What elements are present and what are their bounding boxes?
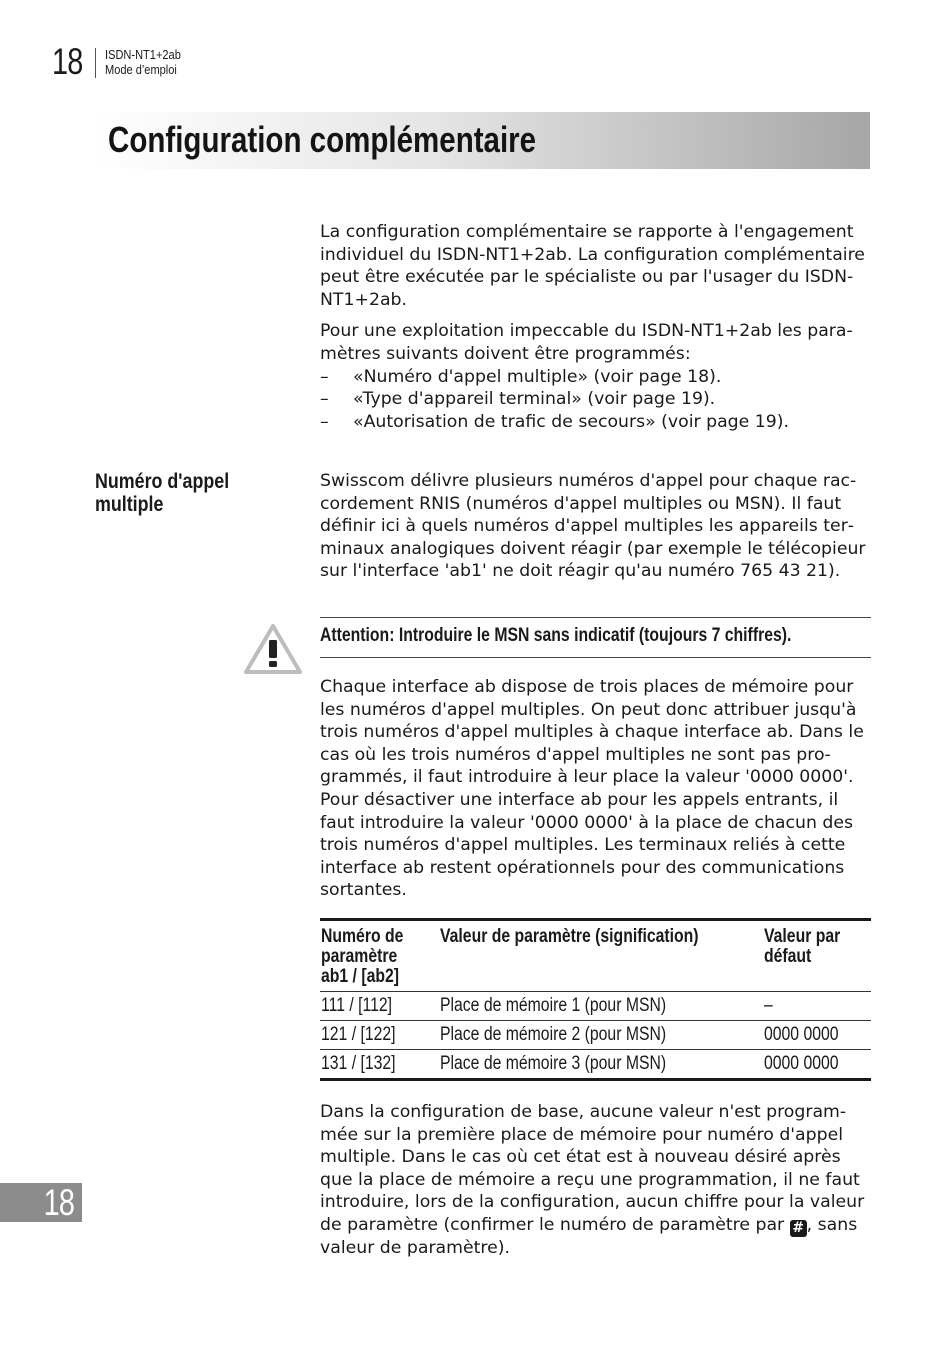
attention-top-rule <box>320 617 871 618</box>
table-cell: 0000 0000 <box>764 1053 839 1074</box>
table-cell: – <box>764 995 773 1016</box>
closing-text: Dans la configuration de base, aucune valeur n'est programmée sur la première place de mémoire pour numéro d'appel multiple. Dans le cas où cet état est à nouveau désiré après que la place de mémoire a reçu une programmation, il ne faut introduire, lors de la configuration, aucun chiffre pour la valeur de paramètre (confirmer le numéro de paramètre par <box>320 1102 865 1235</box>
parameter-table <box>320 918 871 1081</box>
page-number: 18 <box>52 41 83 82</box>
table-cell: 111 / [112] <box>321 995 393 1016</box>
table-header-cell: Valeur de paramètre (signification) <box>440 926 699 947</box>
table-cell: 0000 0000 <box>764 1024 839 1045</box>
table-bottom-rule <box>320 1078 871 1081</box>
closing-text-end: , sans valeur de paramètre). <box>320 1214 858 1258</box>
table-row <box>320 1021 871 1049</box>
interface-paragraph: Chaque interface ab dispose de trois places de mémoire pour les numéros d'appel multiples. On peut donc attribuer jusqu'à trois numéros d'appel multiples à chaque interface ab. Dans le cas où les trois numéros d'appel multiples ne sont pas programmés, il faut introduire à leur place la valeur '0000 0000'. Pour désactiver une interface ab pour les appels entrants, il faut introduire la valeur '0000 0000' à la place de chacun des trois numéros d'appel multiples. Les terminaux reliés à cette interface ab restent opérationnels pour des communications sortantes. <box>320 677 864 901</box>
msn-paragraph: Swisscom délivre plusieurs numéros d'appel pour chaque raccordement RNIS (numéros d'appel multiples ou MSN). Il faut définir ici à quels numéros d'appel multiples les appareils terminaux analogiques doivent réagir (par exemple le télécopieur sur l'interface 'ab1' ne doit réagir qu'au numéro 765 43 21). <box>320 471 866 582</box>
table-cell: 131 / [132] <box>321 1053 396 1074</box>
parameter-list <box>320 366 872 434</box>
table-header-cell: Valeur par défaut <box>764 926 841 967</box>
closing-paragraph <box>320 1101 872 1260</box>
table-row <box>320 992 871 1020</box>
running-header <box>105 47 181 77</box>
list-item: – «Numéro d'appel multiple» (voir page 18). <box>320 366 872 389</box>
intro-paragraph-1: La configuration complémentaire se rapporte à l'engagement individuel du ISDN-NT1+2ab. La configuration complémentaire peut être exécutée par le spécialiste ou par l'usager du ISDN-NT1+2ab. <box>320 222 865 310</box>
section-title-banner <box>95 112 870 169</box>
section-title: Configuration complémentaire <box>108 119 537 160</box>
attention-bottom-rule <box>320 657 871 658</box>
intro-block <box>320 221 872 433</box>
table-header-cell: Numéro de paramètre ab1 / [ab2] <box>321 926 404 987</box>
list-item: – «Autorisation de trafic de secours» (voir page 19). <box>320 411 872 434</box>
intro-paragraph-2: Pour une exploitation impeccable du ISDN-NT1+2ab les paramètres suivants doivent être programmés: <box>320 321 853 364</box>
table-cell: Place de mémoire 2 (pour MSN) <box>440 1024 667 1045</box>
page-tab <box>0 1183 82 1222</box>
table-cell: 121 / [122] <box>321 1024 396 1045</box>
subsection-heading: Numéro d'appel multiple <box>95 470 230 516</box>
table-header-row <box>320 921 871 991</box>
header-divider <box>95 48 96 78</box>
list-item: – «Type d'appareil terminal» (voir page 19). <box>320 388 872 411</box>
header-doc-type: Mode d’emploi <box>105 62 177 77</box>
table-cell: Place de mémoire 3 (pour MSN) <box>440 1053 667 1074</box>
table-row <box>320 1050 871 1078</box>
hash-key-icon: # <box>790 1220 807 1237</box>
table-cell: Place de mémoire 1 (pour MSN) <box>440 995 667 1016</box>
attention-note: Attention: Introduire le MSN sans indicatif (toujours 7 chiffres). <box>320 625 792 646</box>
page-tab-number: 18 <box>43 1182 74 1223</box>
header-product: ISDN-NT1+2ab <box>105 47 181 62</box>
warning-triangle-icon <box>243 622 303 675</box>
